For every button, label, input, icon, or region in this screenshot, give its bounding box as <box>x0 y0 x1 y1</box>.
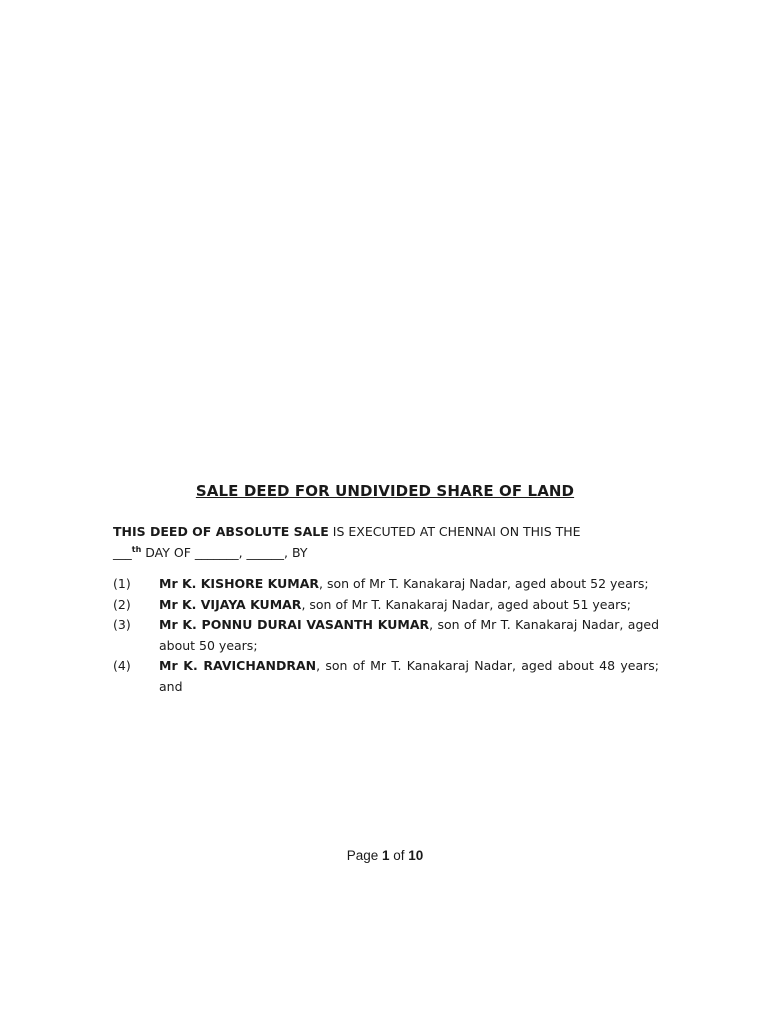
party-description: , son of Mr T. Kanakaraj Nadar, aged about 51 years; <box>301 596 632 612</box>
day-blank: ___ <box>113 545 132 560</box>
item-number: (1) <box>113 576 131 591</box>
day-superscript: th <box>131 544 142 554</box>
item-body <box>159 656 659 697</box>
intro-bold-text: THIS DEED OF ABSOLUTE SALE <box>113 524 329 539</box>
party-description: , son of Mr T. Kanakaraj Nadar, aged about 50 years; <box>159 617 659 653</box>
page-total: 10 <box>408 848 424 863</box>
party-name: Mr K. PONNU DURAI VASANTH KUMAR <box>159 617 430 632</box>
item-number: (2) <box>113 596 131 612</box>
page-footer <box>0 848 770 863</box>
document-title: SALE DEED FOR UNDIVIDED SHARE OF LAND <box>195 482 575 500</box>
item-number: (3) <box>113 617 131 632</box>
list-item <box>113 656 659 697</box>
item-number: (4) <box>113 658 131 673</box>
list-item <box>113 574 659 595</box>
item-body <box>159 615 659 656</box>
intro-text: IS EXECUTED AT CHENNAI ON THIS THE <box>328 524 581 539</box>
party-description: , son of Mr T. Kanakaraj Nadar, aged about 52 years; <box>319 576 649 591</box>
item-body <box>159 574 659 595</box>
item-body <box>159 595 659 616</box>
party-name: Mr K. VIJAYA KUMAR <box>159 596 302 612</box>
of-word: of <box>389 848 409 863</box>
list-item <box>113 595 659 616</box>
parties-list <box>113 574 659 697</box>
intro-paragraph <box>113 521 659 563</box>
party-name: Mr K. RAVICHANDRAN <box>159 658 317 673</box>
page-word: Page <box>346 848 382 863</box>
page-number: 1 <box>381 848 390 863</box>
party-description: , son of Mr T. Kanakaraj Nadar, aged about 48 years; and <box>159 658 659 694</box>
intro-rest: DAY OF _______, ______, BY <box>141 545 308 560</box>
party-name: Mr K. KISHORE KUMAR <box>159 576 320 591</box>
list-item <box>113 615 659 656</box>
